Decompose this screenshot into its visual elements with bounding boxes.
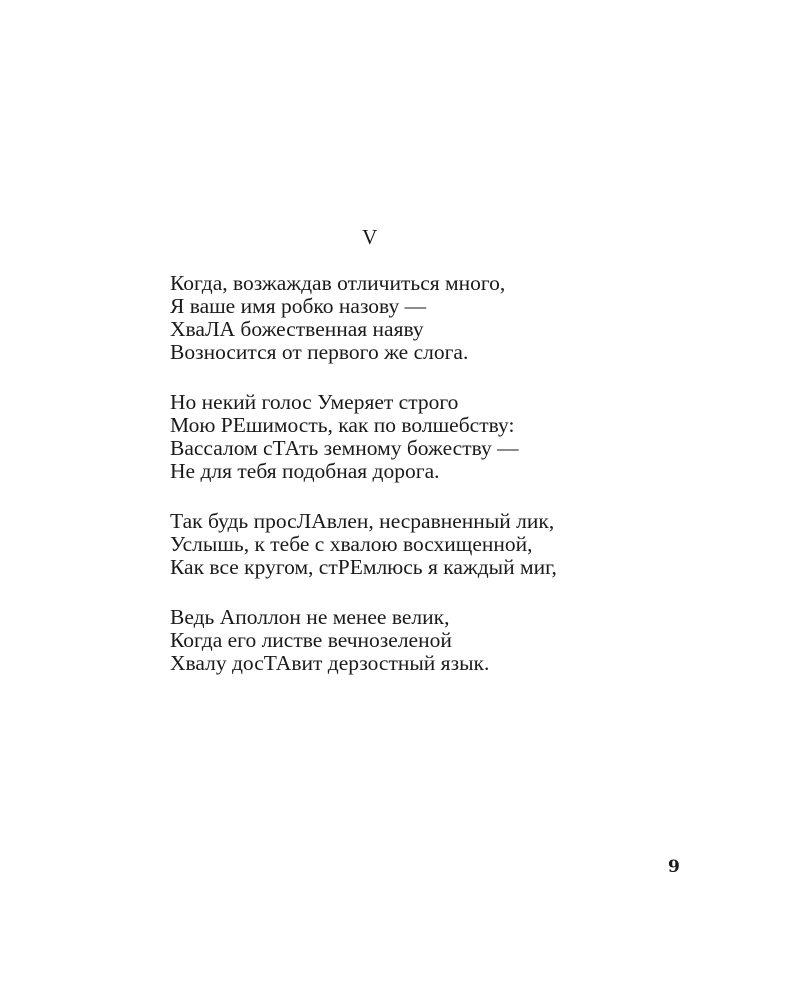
stanza-2 (170, 391, 710, 483)
poem-line: Мою РЕшимость, как по волшебству: (170, 413, 515, 437)
poem-body (170, 272, 710, 702)
poem-line: Хвалу досТАвит дерзостный язык. (170, 651, 490, 675)
stanza-1 (170, 272, 710, 364)
poem-line: Ведь Аполлон не менее велик, (170, 605, 450, 629)
stanza-4 (170, 606, 710, 675)
poem-line: Возносится от первого же слога. (170, 340, 469, 364)
poem-line: Услышь, к тебе с хвалою восхищенной, (170, 532, 533, 556)
section-heading: V (362, 225, 378, 249)
poem-line: Я ваше имя робко назову — (170, 294, 427, 318)
poem-line: Когда его листве вечнозеленой (170, 628, 452, 652)
poem-line: ХваЛА божественная наяву (170, 317, 424, 341)
stanza-3 (170, 510, 710, 579)
poem-line: Когда, возжаждав отличиться много, (170, 271, 506, 295)
poem-line: Вассалом сТАть земному божеству — (170, 436, 519, 460)
poem-line: Не для тебя подобная дорога. (170, 459, 440, 483)
poem-line: Но некий голос Умеряет строго (170, 390, 459, 414)
page-number: 9 (668, 857, 680, 877)
poem-line: Так будь просЛАвлен, несравненный лик, (170, 509, 555, 533)
poem-line: Как все кругом, стРЕмлюсь я каждый миг, (170, 555, 557, 579)
